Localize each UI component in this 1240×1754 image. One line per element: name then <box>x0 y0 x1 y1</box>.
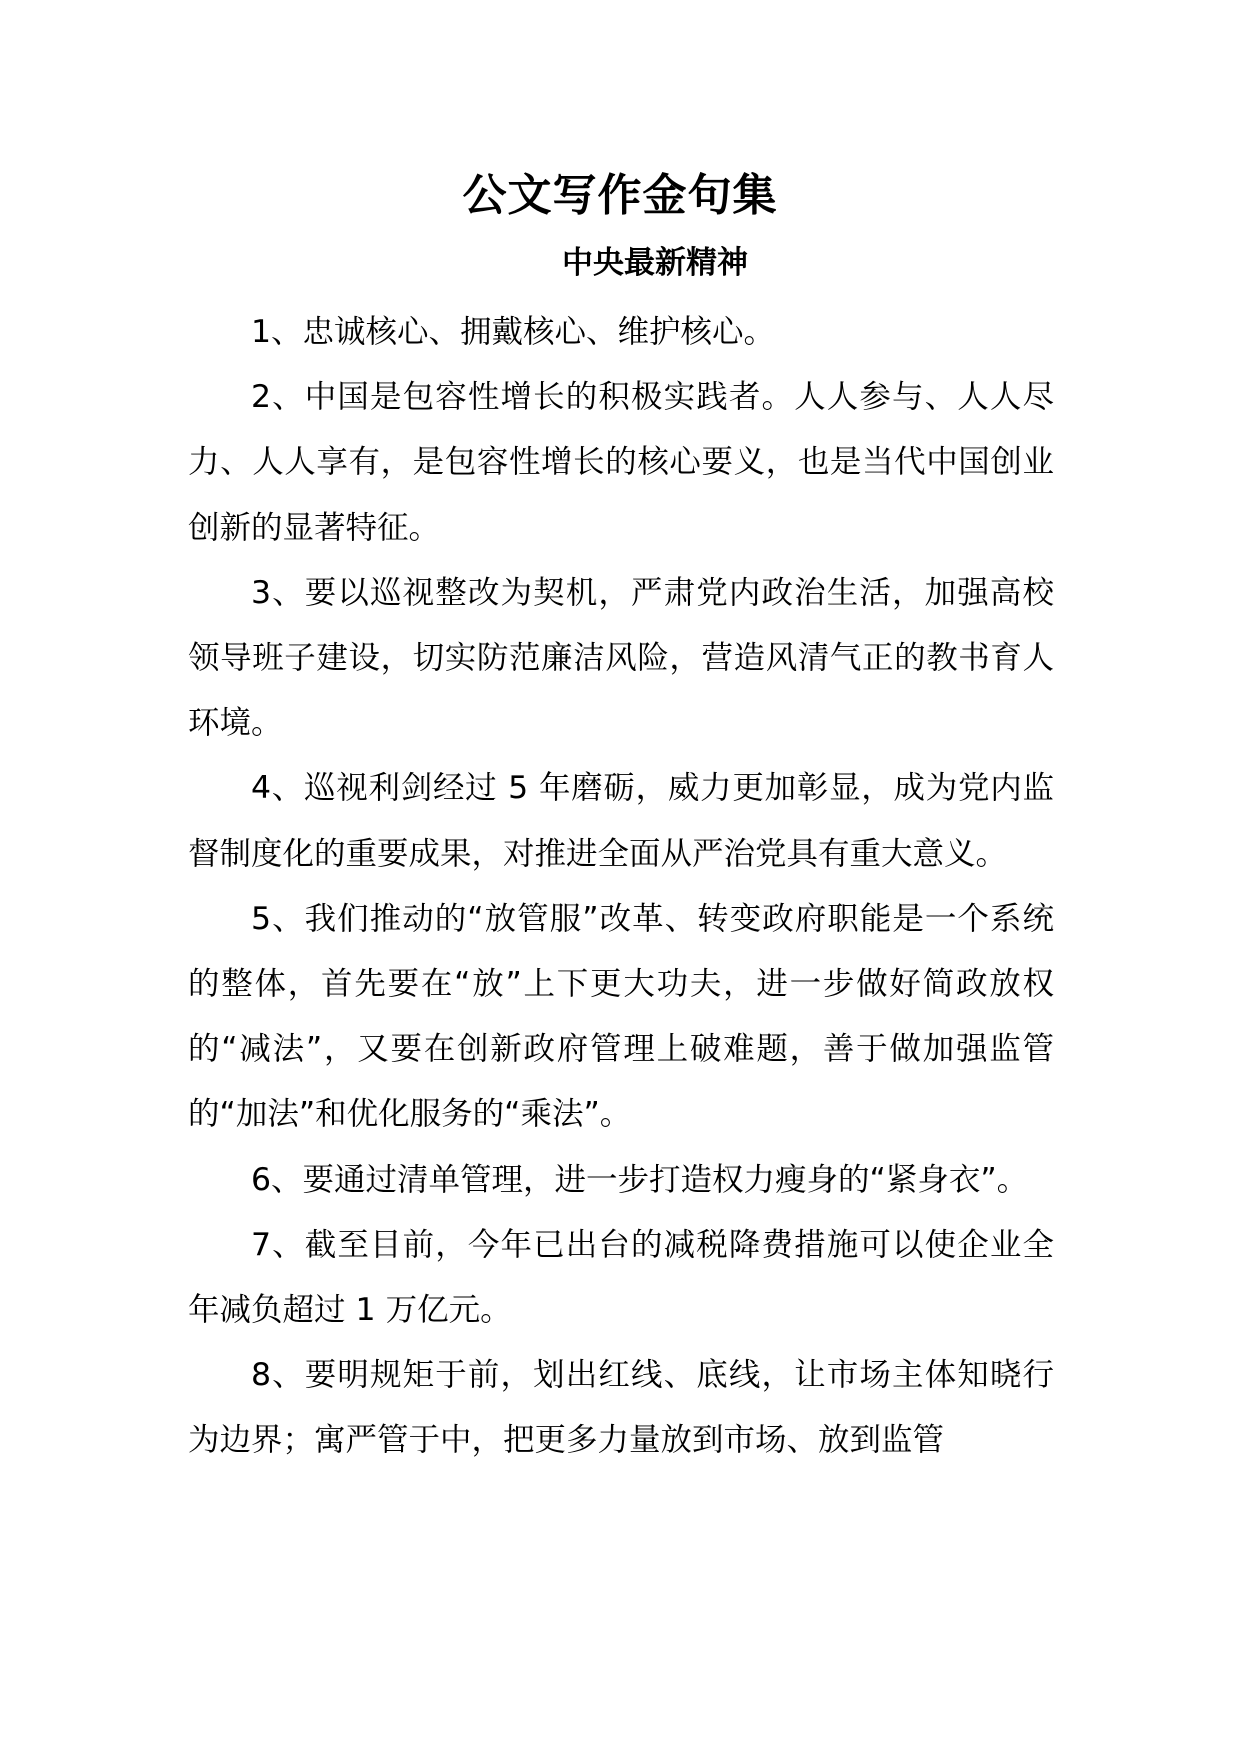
document-body <box>188 300 1054 1474</box>
paragraph-8: 8、要明规矩于前，划出红线、底线，让市场主体知晓行为边界；寓严管于中，把更多力量放到市场、放到监管 <box>188 1357 1054 1459</box>
paragraph-1: 1、忠诚核心、拥戴核心、维护核心。 <box>251 314 776 350</box>
paragraph-2: 2、中国是包容性增长的积极实践者。人人参与、人人尽力、人人享有，是包容性增长的核心要义，也是当代中国创业创新的显著特征。 <box>188 379 1054 546</box>
document-title: 公文写作金句集 <box>462 170 778 221</box>
section-heading: 中央最新精神 <box>562 245 748 281</box>
paragraph-4: 4、巡视利剑经过 5 年磨砺，威力更加彰显，成为党内监督制度化的重要成果，对推进全面从严治党具有重大意义。 <box>188 770 1054 872</box>
paragraph-5: 5、我们推动的“放管服”改革、转变政府职能是一个系统的整体，首先要在“放”上下更大功夫，进一步做好简政放权的“减法”，又要在创新政府管理上破难题，善于做加强监管的“加法”和优化服务的“乘法”。 <box>188 900 1054 1133</box>
paragraph-7: 7、截至目前，今年已出台的减税降费措施可以使企业全年减负超过 1 万亿元。 <box>188 1226 1054 1329</box>
paragraph-3: 3、要以巡视整改为契机，严肃党内政治生活，加强高校领导班子建设，切实防范廉洁风险，营造风清气正的教书育人环境。 <box>188 574 1054 742</box>
paragraph-6: 6、要通过清单管理，进一步打造权力瘦身的“紧身衣”。 <box>251 1161 1029 1198</box>
